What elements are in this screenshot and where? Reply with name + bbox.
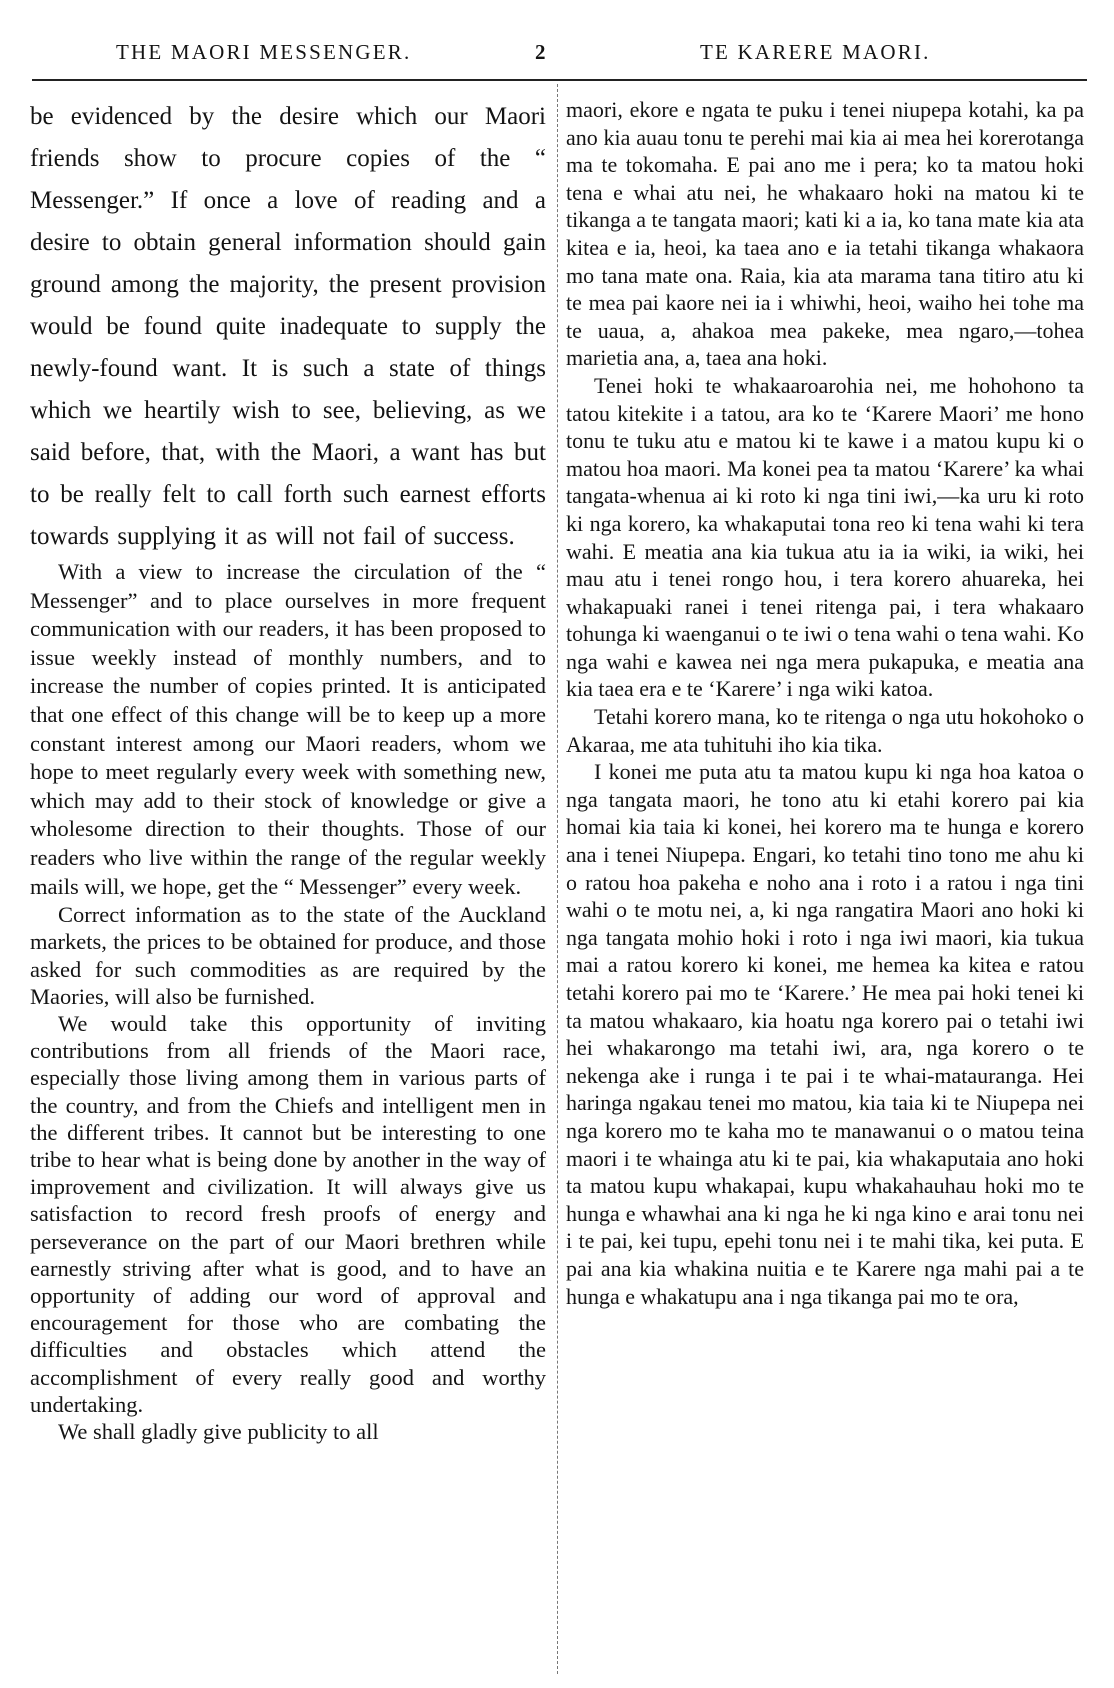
maori-column (566, 96, 1084, 1310)
english-paragraph: We would take this opportunity of inviting contributions from all friends of the Maori race, especially those living among them in various parts of the country, and from the Chiefs and intelligent men in the different tribes. It cannot but be interesting to one tribe to hear what is being done by another in the way of improvement and civilization. It will always give us satisfaction to record fresh proofs of energy and perseverance on the part of our Maori brethren while earnestly striving after what is good, and to have an opportunity of adding our word of approval and encouragement for those who are combating the difficulties and obstacles which attend the accomplishment of every really good and worthy undertaking. (30, 1010, 546, 1417)
english-column (30, 96, 546, 1445)
english-paragraph: be evidenced by the desire which our Maori friends show to procure copies of the “ Messenger.” If once a love of reading and a desire to obtain general information should gain ground among the majority, the present provision would be found quite inadequate to supply the newly-found want. It is such a state of things which we heartily wish to see, believing, as we said before, that, with the Maori, a want has but to be really felt to call forth such earnest efforts towards supplying it as will not fail of success. (30, 103, 546, 550)
column-divider (557, 84, 558, 1674)
maori-paragraph: I konei me puta atu ta matou kupu ki nga hoa katoa o nga tangata maori, he tono atu ki etahi korero pai kia homai kia taia ki konei, hei korero ma te hunga e korero ana i tenei Niupepa. Engari, ko tetahi tino tono me ahu ki o ratou hoa pakeha e noho ana i roto i a ratou i nga tini wahi o te motu nei, a, ki nga rangatira Maori ano hoki ki nga tangata mohio hoki i roto i nga iwi maori, kia tukua mai a ratou korero ki konei, me hemea ka kitea e ratou tetahi korero pai mo te ‘Karere.’ He mea pai hoki tenei ki ta matou whakaaro, kia hoatu nga korero pai o tetahi iwi hei whakarongo ma tetahi iwi, ara, nga korero o te nekenga ake i runga i te pai i te whai-matauranga. Hei haringa ngakau tenei mo matou, kia taia ki te Niupepa nei nga korero mo te kaha mo te manawanui o o matou teina maori i te whainga atu ki te pai, kia whakaputaia ano hoki ta matou kupu whakapai, kupu whakahauhau hoki mo te hunga e whawhai ana ki nga he ki nga kino e arai tonu nei i te pai, kei tupu, epehi tonu nei i te mahi tika, kei puta. E pai ana kia whakina nuitia e te Karere nga mahi pai a te hunga e whakatupu ana i nga tikanga pai mo te ora, (566, 759, 1084, 1309)
maori-masthead: TE KARERE MAORI. (700, 40, 931, 64)
maori-paragraph: maori, ekore e ngata te puku i tenei niupepa kotahi, ka pa ano kia auau tonu te perehi mai kia ai mea hei korerotanga ma te tokomaha. E pai ano me i pera; ko ta matou hoki tena e whai atu nei, he whakaaro hoki na matou ki te tikanga a te tangata maori; kati ki a ia, ko tana mate kia ata kitea e ia, heoi, ka taea ano e ia tetahi tikanga whakaora mo tana mate ona. Raia, kia ata marama tana titiro atu ki te mea pai kaore nei ia i whiwhi, heoi, waiho hei tohe ma te uaua, a, ahakoa mea pakeke, mea ngaro,—tohea marietia ana, a, taea ana hoki. (566, 97, 1084, 371)
english-paragraph: With a view to increase the circulation of the “ Messenger” and to place ourselves in more frequent communication with our readers, it has been proposed to issue weekly instead of monthly numbers, and to increase the number of copies printed. It is anticipated that one effect of this change will be to keep up a more constant interest among our Maori readers, whom we hope to meet regularly every week with something new, which may add to their stock of knowledge or give a wholesome direction to their thoughts. Those of our readers who live within the range of the regular weekly mails will, we hope, get the “ Messenger” every week. (30, 559, 546, 899)
header-rule (32, 79, 1087, 81)
maori-paragraph: Tenei hoki te whakaaroarohia nei, me hohohono ta tatou kitekite i a tatou, ara ko te ‘Karere Maori’ me hono tonu te tuku atu e matou ki te kawe i a matou kupu ki o matou hoa maori. Ma konei pea ta matou ‘Karere’ ka whai tangata-whenua ai ki roto ki nga tini iwi,—ka uru ki roto ki nga korero, ka whakaputai tona reo ki tena wahi ki tera wahi. E meatia ana kia tukua atu ia ia wiki, ia wiki, hei mau atu i tenei rongo hou, i tera korero ahuareka, hei whakapuaki ranei i tenei ritenga pai, i tera whakaaro tohunga ki waenganui o te iwi o tena wahi o tena wahi. Ko nga wahi e kawea nei nga mera pukapuka, e meatia ana kia taea era e te ‘Karere’ i nga wiki katoa. (566, 372, 1084, 702)
english-paragraph: Correct information as to the state of the Auckland markets, the prices to be obtained for produce, and those asked for such commodities as are required by the Maories, will also be furnished. (30, 902, 546, 1009)
english-masthead: THE MAORI MESSENGER. (116, 40, 412, 64)
english-paragraph: We shall gladly give publicity to all (58, 1418, 379, 1444)
page-number: 2 (535, 40, 548, 64)
maori-paragraph: Tetahi korero mana, ko te ritenga o nga utu hokohoko o Akaraa, me ata tuhituhi iho kia tika. (566, 704, 1084, 757)
page-header (0, 40, 1114, 74)
